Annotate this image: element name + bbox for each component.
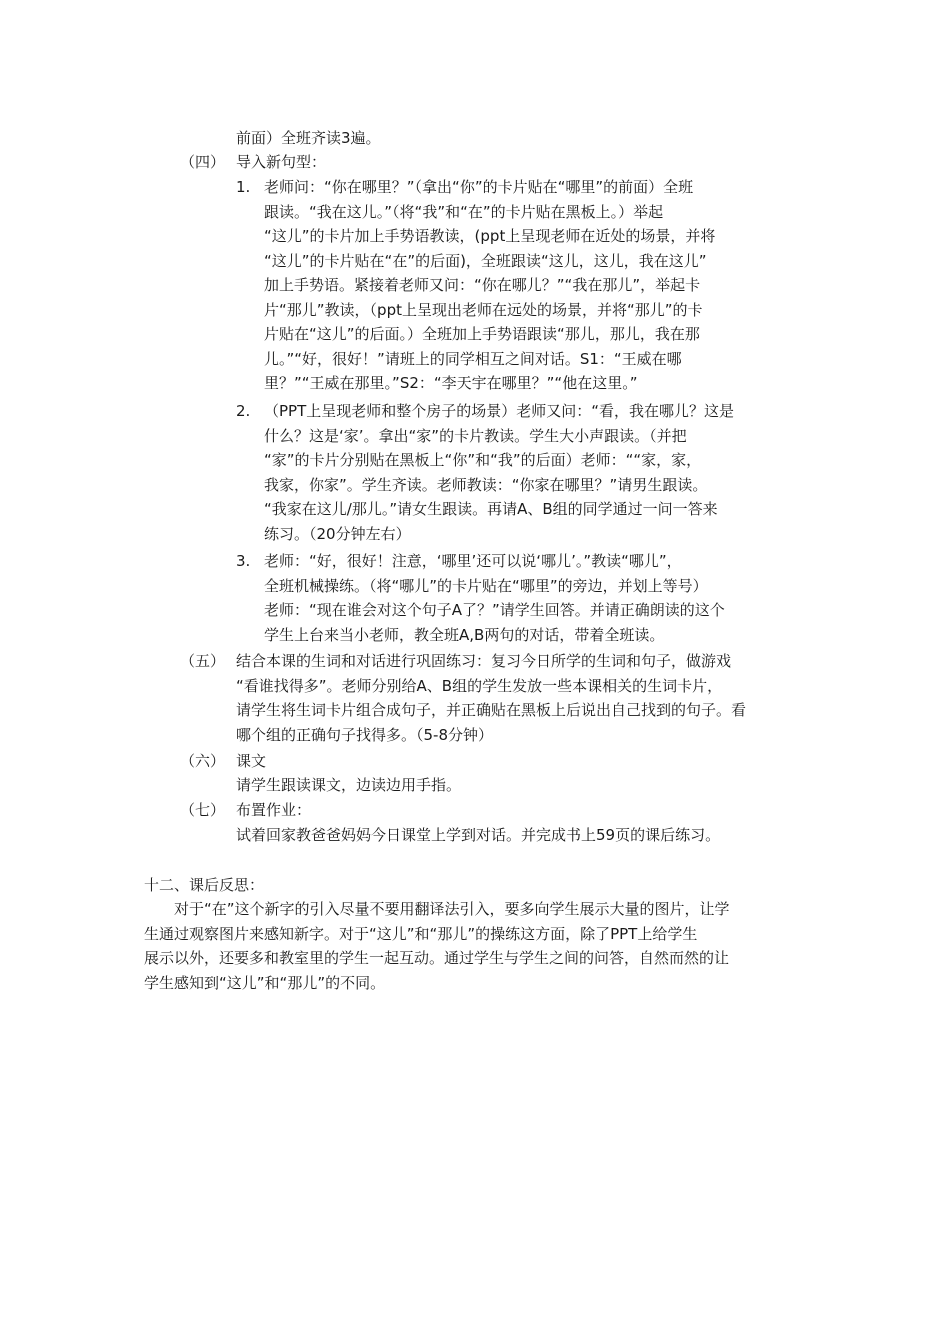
item-2-line: 什么？这是‘家’。拿出“家”的卡片教读。学生大小声跟读。（并把 xyxy=(264,426,687,445)
item-1-line: 儿。”“好，很好！”请班上的同学相互之间对话。S1：“王威在哪 xyxy=(264,349,682,368)
reflection-line: 学生感知到“这儿”和“那儿”的不同。 xyxy=(144,973,386,992)
item-1-number: 1. xyxy=(236,178,251,196)
reflection-line: 展示以外，还要多和教室里的学生一起互动。通过学生与学生之间的问答，自然而然的让 xyxy=(144,949,730,967)
section-7-title: 布置作业： xyxy=(236,801,312,819)
item-2-line: “家”的卡片分别贴在黑板上“你”和“我”的后面）老师：““家，家， xyxy=(264,451,702,469)
section-5-line: 哪个组的正确句子找得多。（5-8分钟） xyxy=(236,725,494,744)
section-4-number: （四） xyxy=(180,153,226,171)
item-3-line: 老师：“好，很好！注意，‘哪里’还可以说‘哪儿’。”教读“哪儿”， xyxy=(264,552,682,570)
section-4-title: 导入新句型： xyxy=(236,153,327,171)
reflection-heading: 十二、课后反思： xyxy=(144,876,265,894)
section-5-text xyxy=(236,649,816,747)
reflection-text xyxy=(144,897,824,995)
item-1-line: 里？”“王威在那里。”S2：“李天宇在哪里？”“他在这里。” xyxy=(264,374,638,392)
item-2-line: “我家在这儿/那儿。”请女生跟读。再请A、B组的同学通过一问一答来 xyxy=(264,500,718,518)
item-2-number: 2. xyxy=(236,402,251,420)
reflection-line: 对于“在”这个新字的引入尽量不要用翻译法引入，要多向学生展示大量的图片，让学 xyxy=(174,900,730,918)
item-3-number: 3. xyxy=(236,552,251,570)
section-6-title: 课文 xyxy=(236,752,267,770)
item-1-line: “这儿”的卡片贴在“在”的后面)，全班跟读“这儿，这儿，我在这儿” xyxy=(264,251,707,270)
section-7-body: 试着回家教爸爸妈妈今日课堂上学到对话。并完成书上59页的课后练习。 xyxy=(236,826,721,844)
section-5-line: “看谁找得多”。老师分别给A、B组的学生发放一些本课相关的生词卡片， xyxy=(236,676,723,695)
reflection-line: 生通过观察图片来感知新字。对于“这儿”和“那儿”的操练这方面，除了PPT上给学生 xyxy=(144,924,698,943)
item-1-line: 老师问：“你在哪里？”（拿出“你”的卡片贴在“哪里”的前面）全班 xyxy=(264,178,694,196)
section-6-number: （六） xyxy=(180,752,226,770)
item-1-line: 片贴在“这儿”的后面。）全班加上手势语跟读“那儿，那儿，我在那 xyxy=(264,325,700,343)
section-5-line: 请学生将生词卡片组合成句子，并正确贴在黑板上后说出自己找到的句子。看 xyxy=(236,701,747,719)
item-1-line: 片“那儿”教读，（ppt上呈现出老师在远处的场景，并将“那儿”的卡 xyxy=(264,300,703,319)
section-7-number: （七） xyxy=(180,801,226,819)
item-1-line: 加上手势语。紧接着老师又问：“你在哪儿？”“我在那儿”，举起卡 xyxy=(264,276,701,294)
section-6-body: 请学生跟读课文，边读边用手指。 xyxy=(236,776,462,794)
item-1-line: 跟读。“我在这儿。”（将“我”和“在”的卡片贴在黑板上。）举起 xyxy=(264,202,664,221)
section-5-line: 结合本课的生词和对话进行巩固练习：复习今日所学的生词和句子，做游戏 xyxy=(236,652,732,670)
item-2-line: 我家，你家”。学生齐读。老师教读：“你家在哪里？”请男生跟读。 xyxy=(264,475,708,494)
continuation-line: 前面）全班齐读3遍。 xyxy=(236,129,381,147)
section-5-number: （五） xyxy=(180,652,226,670)
item-3-line: 学生上台来当小老师，教全班A,B两句的对话，带着全班读。 xyxy=(264,625,665,644)
item-1-line: “这儿”的卡片加上手势语教读，(ppt上呈现老师在近处的场景，并将 xyxy=(264,227,716,245)
item-2-line: 练习。（20分钟左右） xyxy=(264,524,411,543)
item-3-line: 老师：“现在谁会对这个句子A了？”请学生回答。并请正确朗读的这个 xyxy=(264,601,725,619)
item-3-line: 全班机械操练。（将“哪儿”的卡片贴在“哪里”的旁边，并划上等号） xyxy=(264,576,708,595)
item-2-line: （PPT上呈现老师和整个房子的场景）老师又问：“看，我在哪儿？这是 xyxy=(264,402,735,420)
item-2-text xyxy=(264,399,824,546)
item-1-text xyxy=(264,175,824,396)
item-3-text xyxy=(264,549,824,647)
